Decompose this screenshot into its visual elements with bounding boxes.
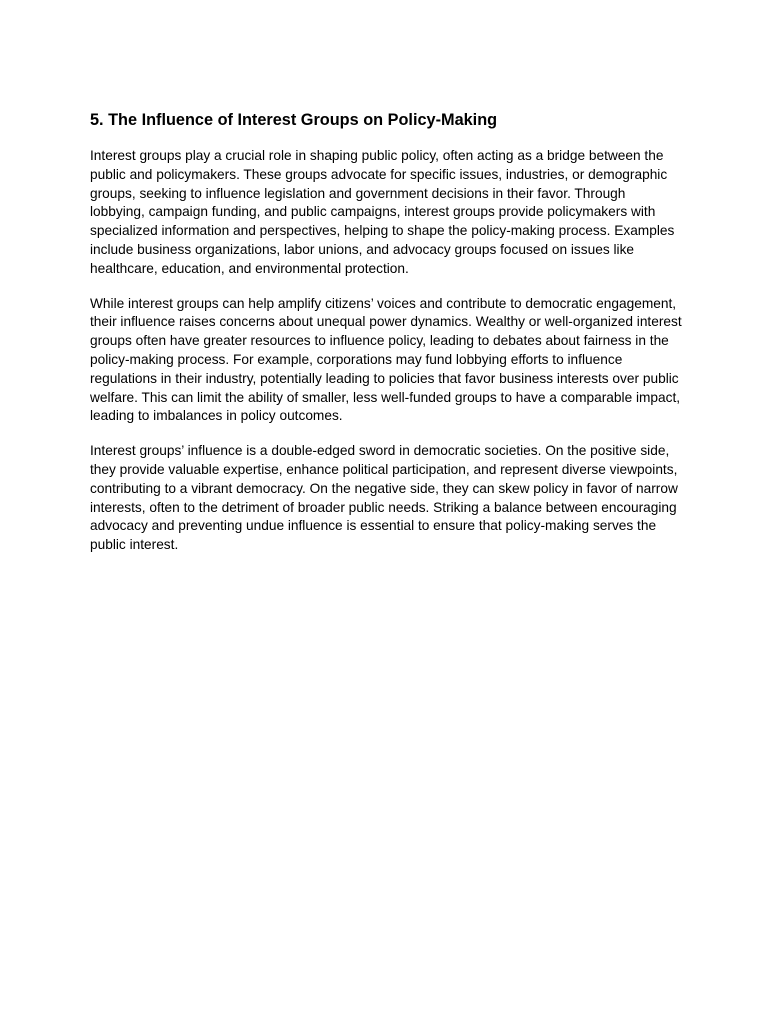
paragraph-conclusion: Interest groups’ influence is a double-edged sword in democratic societies. On the positive side, they provide valuable expertise, enhance political participation, and represent diverse viewpoints, contributing to a vibrant democracy. On the negative side, they can skew policy in favor of narrow interests, often to the detriment of broader public needs. Striking a balance between encouraging advocacy and preventing undue influence is essential to ensure that policy-making serves the public interest. [90, 443, 678, 553]
document-body [90, 109, 682, 571]
section-title: 5. The Influence of Interest Groups on Policy-Making [90, 111, 498, 129]
paragraph-intro: Interest groups play a crucial role in shaping public policy, often acting as a bridge between the public and policymakers. These groups advocate for specific issues, industries, or demographic groups, seeking to influence legislation and government decisions in their favor. Through lobbying, campaign funding, and public campaigns, interest groups provide policymakers with specialized information and perspectives, helping to shape the policy-making process. Examples include business organizations, labor unions, and advocacy groups focused on issues like healthcare, education, and environmental protection. [90, 148, 675, 276]
paragraph-concerns: While interest groups can help amplify citizens’ voices and contribute to democratic engagement, their influence raises concerns about unequal power dynamics. Wealthy or well-organized interest groups often have greater resources to influence policy, leading to debates about fairness in the policy-making process. For example, corporations may fund lobbying efforts to influence regulations in their industry, potentially leading to policies that favor business interests over public welfare. This can limit the ability of smaller, less well-funded groups to have a comparable impact, leading to imbalances in policy outcomes. [90, 295, 682, 424]
